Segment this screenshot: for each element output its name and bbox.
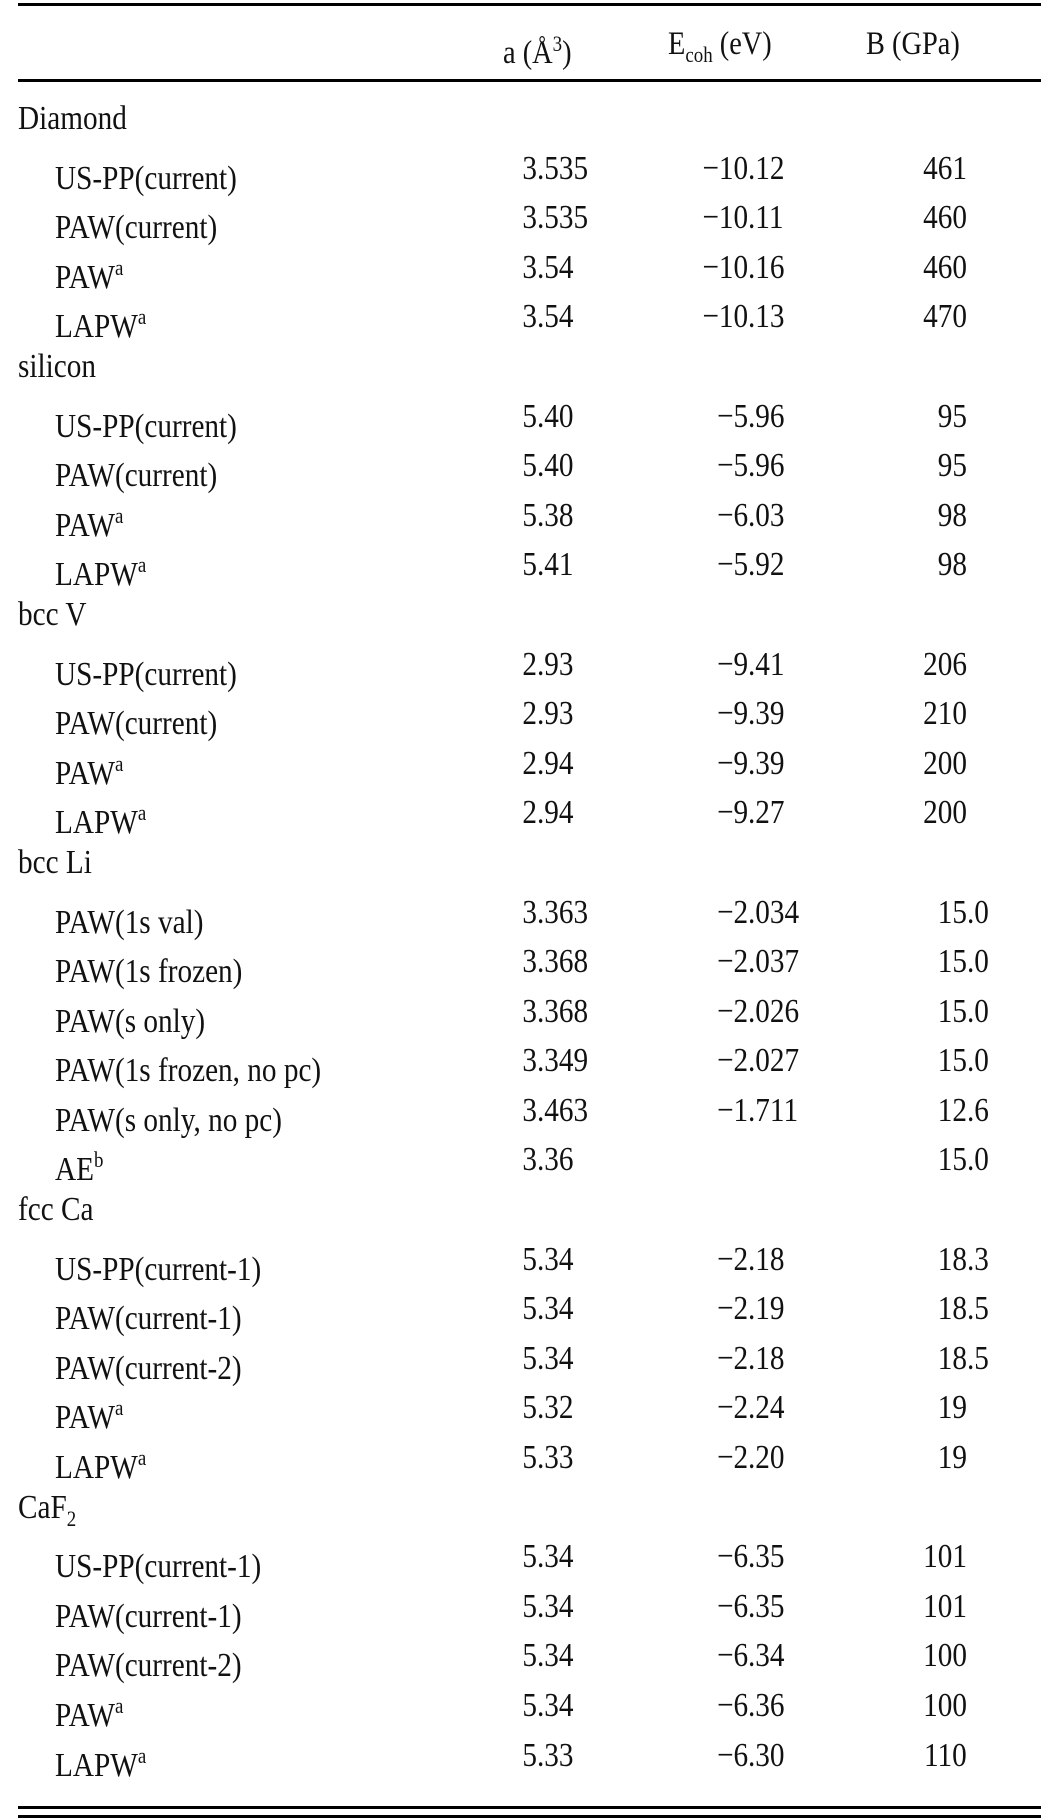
cell-cohesive-energy-int: −9 xyxy=(716,794,748,832)
cell-lattice-constant-int: 5 xyxy=(522,1687,537,1724)
method-name: PAW(s only) xyxy=(55,1002,206,1040)
cell-cohesive-energy-int: −10 xyxy=(702,149,748,187)
cell-bulk-modulus-int: 18 xyxy=(937,1290,967,1328)
header-cohesive-energy xyxy=(668,24,772,75)
cell-bulk-modulus-int: 101 xyxy=(923,1538,967,1576)
group-row xyxy=(0,1184,1050,1234)
cell-bulk-modulus-frac: .0 xyxy=(967,943,989,981)
group-name: bcc V xyxy=(18,595,87,633)
cell-cohesive-energy-frac: .12 xyxy=(748,149,785,187)
cell-cohesive-energy-frac: .16 xyxy=(748,248,785,286)
cell-cohesive-energy-int: −9 xyxy=(716,744,748,782)
method-name: PAW xyxy=(55,506,115,544)
table-row xyxy=(0,192,1050,247)
cell-bulk-modulus-int: 19 xyxy=(937,1389,967,1427)
table-row xyxy=(0,143,1050,197)
cell-lattice-constant-int: 3 xyxy=(522,149,537,187)
table-row xyxy=(0,986,1050,1040)
cell-lattice-constant-frac: .41 xyxy=(537,546,574,584)
cell-bulk-modulus xyxy=(0,248,1050,288)
cell-bulk-modulus xyxy=(0,1140,1050,1180)
cell-lattice-constant-frac: .34 xyxy=(537,1587,574,1625)
cell-cohesive-energy-int: −10 xyxy=(702,248,748,286)
cell-lattice-constant-frac: .32 xyxy=(537,1389,574,1427)
header-e-tail: (eV) xyxy=(712,26,772,62)
top-rule xyxy=(18,3,1041,6)
table-row xyxy=(0,242,1050,296)
cell-bulk-modulus xyxy=(0,1636,1050,1676)
cell-bulk-modulus xyxy=(0,645,1050,685)
cell-lattice-constant-frac: .54 xyxy=(537,248,574,286)
cell-lattice-constant-int: 5 xyxy=(522,397,537,435)
cell-cohesive-energy-int: −2 xyxy=(716,992,748,1030)
cell-bulk-modulus-frac: .0 xyxy=(967,893,989,931)
table-row xyxy=(0,887,1050,941)
cell-cohesive-energy-frac: .24 xyxy=(748,1389,785,1427)
cell-bulk-modulus-int: 200 xyxy=(923,794,967,832)
cell-bulk-modulus xyxy=(0,496,1050,536)
table-row xyxy=(0,1581,1050,1635)
cell-bulk-modulus-int: 15 xyxy=(937,893,967,931)
cell-lattice-constant-frac: .363 xyxy=(537,893,589,931)
cell-bulk-modulus-int: 15 xyxy=(937,943,967,981)
group-name: bcc Li xyxy=(18,843,92,881)
method-name: PAW(s only, no pc) xyxy=(55,1101,282,1139)
cell-cohesive-energy-frac: .20 xyxy=(748,1439,785,1477)
table-row xyxy=(0,440,1050,495)
footnote-marker: a xyxy=(137,1742,147,1768)
cell-bulk-modulus-int: 210 xyxy=(923,695,967,733)
cell-cohesive-energy-int: −6 xyxy=(716,496,748,534)
cell-cohesive-energy-int: −6 xyxy=(716,1587,748,1625)
cell-bulk-modulus-frac: .6 xyxy=(967,1091,989,1129)
cell-lattice-constant-int: 2 xyxy=(522,645,537,683)
cell-bulk-modulus-int: 460 xyxy=(923,199,967,237)
cell-bulk-modulus xyxy=(0,793,1050,833)
cell-bulk-modulus xyxy=(0,545,1050,585)
cell-bulk-modulus xyxy=(0,942,1050,982)
footnote-marker: b xyxy=(93,1147,104,1173)
table-row xyxy=(0,1630,1050,1685)
cell-bulk-modulus-int: 95 xyxy=(937,397,967,435)
cell-cohesive-energy-frac: .027 xyxy=(748,1042,800,1080)
cell-lattice-constant-int: 5 xyxy=(522,447,537,485)
cell-cohesive-energy-frac: .026 xyxy=(748,992,800,1030)
table-row xyxy=(0,391,1050,445)
table-row xyxy=(0,1531,1050,1586)
cell-bulk-modulus-frac: .5 xyxy=(967,1290,989,1328)
cell-lattice-constant-frac: .34 xyxy=(537,1538,574,1576)
cell-cohesive-energy-int: −6 xyxy=(716,1736,748,1774)
method-name: PAW(current) xyxy=(55,705,218,743)
cell-lattice-constant-int: 5 xyxy=(522,1389,537,1427)
cell-cohesive-energy-frac: .35 xyxy=(748,1587,785,1625)
cell-bulk-modulus-int: 461 xyxy=(923,149,967,187)
cell-lattice-constant-frac: .535 xyxy=(537,199,589,237)
table-row xyxy=(0,936,1050,991)
method-name: PAW(1s frozen, no pc) xyxy=(55,1052,322,1090)
cell-lattice-constant-frac: .34 xyxy=(537,1637,574,1675)
method-name: PAW(current-1) xyxy=(55,1597,242,1635)
cell-lattice-constant-int: 5 xyxy=(522,1339,537,1377)
cell-bulk-modulus-int: 200 xyxy=(923,744,967,782)
cell-cohesive-energy-int: −6 xyxy=(716,1687,748,1724)
cell-lattice-constant-frac: .463 xyxy=(537,1091,589,1129)
method-name: PAW xyxy=(55,1697,115,1734)
cell-bulk-modulus xyxy=(0,1289,1050,1329)
group-name: Diamond xyxy=(18,100,127,137)
group-name: silicon xyxy=(18,347,96,385)
table-row xyxy=(0,1234,1050,1288)
cell-cohesive-energy-int: −1 xyxy=(716,1091,748,1129)
cell-lattice-constant-int: 5 xyxy=(522,1538,537,1576)
header-a-text: a (Å xyxy=(503,35,553,71)
cell-cohesive-energy-int: −10 xyxy=(702,199,748,237)
method-name: PAW(current-1) xyxy=(55,1300,242,1338)
table-row xyxy=(0,291,1050,346)
cell-lattice-constant-frac: .33 xyxy=(537,1736,574,1774)
cell-cohesive-energy-int: −9 xyxy=(716,645,748,683)
cell-lattice-constant-frac: .34 xyxy=(537,1290,574,1328)
cell-bulk-modulus-int: 101 xyxy=(923,1587,967,1625)
cell-cohesive-energy-frac: .711 xyxy=(748,1091,799,1129)
table-row xyxy=(0,639,1050,693)
method-name: US-PP(current) xyxy=(55,159,237,197)
cell-bulk-modulus xyxy=(0,694,1050,734)
cell-lattice-constant-frac: .38 xyxy=(537,496,574,534)
cell-cohesive-energy-frac: .36 xyxy=(748,1687,785,1724)
cell-lattice-constant-int: 3 xyxy=(522,893,537,931)
cell-bulk-modulus xyxy=(0,198,1050,238)
header-e-text: E xyxy=(668,26,686,62)
cell-cohesive-energy-int: −2 xyxy=(716,1439,748,1477)
cell-lattice-constant-frac: .535 xyxy=(537,149,589,187)
method-name: LAPW xyxy=(55,556,138,594)
footnote-marker: a xyxy=(114,1395,124,1421)
cell-cohesive-energy-frac: .92 xyxy=(748,546,785,584)
cell-lattice-constant-frac: .34 xyxy=(537,1240,574,1278)
header-e-sub: coh xyxy=(685,42,713,67)
cell-cohesive-energy-frac: .18 xyxy=(748,1339,785,1377)
footnote-marker: a xyxy=(114,254,124,280)
bottom-rule-1 xyxy=(18,1806,1041,1809)
cell-bulk-modulus xyxy=(0,1587,1050,1627)
cell-bulk-modulus-int: 95 xyxy=(937,447,967,485)
cell-cohesive-energy-frac: .30 xyxy=(748,1736,785,1774)
cell-lattice-constant-int: 2 xyxy=(522,695,537,733)
table-row xyxy=(0,1333,1050,1387)
cell-bulk-modulus-frac: .0 xyxy=(967,992,989,1030)
header-a-tail: ) xyxy=(562,35,572,71)
cell-lattice-constant-int: 2 xyxy=(522,744,537,782)
footnote-marker: a xyxy=(114,750,124,776)
group-row xyxy=(0,1482,1050,1532)
cell-cohesive-energy-frac: .27 xyxy=(748,794,785,832)
cell-bulk-modulus xyxy=(0,893,1050,933)
cell-cohesive-energy-frac: .39 xyxy=(748,744,785,782)
method-name: LAPW xyxy=(55,804,138,842)
cell-cohesive-energy-frac: .03 xyxy=(748,496,785,534)
cell-cohesive-energy-frac: .96 xyxy=(748,397,785,435)
cell-cohesive-energy-frac: .35 xyxy=(748,1538,785,1576)
method-name: US-PP(current-1) xyxy=(55,1250,262,1288)
method-name: PAW(current-2) xyxy=(55,1349,242,1387)
method-name: PAW(current-2) xyxy=(55,1647,242,1685)
table-row xyxy=(0,1432,1050,1487)
footnote-marker: a xyxy=(137,304,147,330)
cell-bulk-modulus-int: 470 xyxy=(923,298,967,336)
cell-lattice-constant-frac: .54 xyxy=(537,298,574,336)
cell-cohesive-energy-frac: .13 xyxy=(748,298,785,336)
bottom-rule-2 xyxy=(18,1815,1041,1818)
cell-bulk-modulus-int: 100 xyxy=(923,1687,967,1724)
cell-bulk-modulus-frac: .5 xyxy=(967,1339,989,1377)
cell-lattice-constant-int: 3 xyxy=(522,943,537,981)
table-row xyxy=(0,1035,1050,1090)
cell-lattice-constant-int: 3 xyxy=(522,992,537,1030)
cell-lattice-constant-int: 5 xyxy=(522,1240,537,1278)
cell-bulk-modulus xyxy=(0,1438,1050,1478)
cell-bulk-modulus-int: 100 xyxy=(923,1637,967,1675)
cell-bulk-modulus xyxy=(0,1041,1050,1081)
cell-lattice-constant-int: 5 xyxy=(522,546,537,584)
cell-lattice-constant-int: 3 xyxy=(522,199,537,237)
method-name: US-PP(current) xyxy=(55,655,237,693)
method-name: US-PP(current) xyxy=(55,407,237,445)
cell-bulk-modulus xyxy=(0,744,1050,784)
table-row xyxy=(0,1382,1050,1437)
table-body xyxy=(0,93,1050,1784)
cell-cohesive-energy-int: −5 xyxy=(716,447,748,485)
method-name: LAPW xyxy=(55,308,138,346)
header-rule xyxy=(18,79,1041,82)
cell-cohesive-energy-int: −5 xyxy=(716,397,748,435)
cell-bulk-modulus-int: 206 xyxy=(923,645,967,683)
header-a-sup: 3 xyxy=(552,31,563,56)
method-name: LAPW xyxy=(55,1746,138,1784)
footnote-marker: a xyxy=(137,1445,147,1471)
cell-bulk-modulus-int: 18 xyxy=(937,1240,967,1278)
cell-cohesive-energy-frac: .41 xyxy=(748,645,785,683)
cell-bulk-modulus-frac: .0 xyxy=(967,1042,989,1080)
table-row xyxy=(0,1680,1050,1734)
method-name: PAW(1s frozen) xyxy=(55,953,243,991)
group-name-sub: 2 xyxy=(66,1505,77,1531)
cell-lattice-constant-int: 5 xyxy=(522,1290,537,1328)
cell-bulk-modulus-int: 15 xyxy=(937,1141,967,1179)
cell-cohesive-energy-int: −10 xyxy=(702,298,748,336)
cell-bulk-modulus xyxy=(0,149,1050,189)
cell-lattice-constant-int: 2 xyxy=(522,794,537,832)
cell-lattice-constant-frac: .40 xyxy=(537,397,574,435)
cell-bulk-modulus-int: 19 xyxy=(937,1439,967,1477)
method-name: PAW xyxy=(55,258,115,296)
cell-bulk-modulus xyxy=(0,1339,1050,1379)
cell-cohesive-energy-frac: .034 xyxy=(748,893,800,931)
cell-bulk-modulus-int: 98 xyxy=(937,546,967,584)
method-name: PAW(current) xyxy=(55,457,218,495)
cell-cohesive-energy-int: −9 xyxy=(716,695,748,733)
cell-bulk-modulus xyxy=(0,1240,1050,1280)
table-row xyxy=(0,1730,1050,1784)
cell-bulk-modulus-int: 110 xyxy=(924,1736,967,1774)
group-row xyxy=(0,93,1050,143)
cell-bulk-modulus-int: 460 xyxy=(923,248,967,286)
method-name: PAW xyxy=(55,1399,115,1437)
group-name: fcc Ca xyxy=(18,1191,94,1229)
cell-lattice-constant-frac: .368 xyxy=(537,943,589,981)
cell-lattice-constant-int: 3 xyxy=(522,1141,537,1179)
cell-lattice-constant-frac: .94 xyxy=(537,794,574,832)
cell-cohesive-energy-frac: .19 xyxy=(748,1290,785,1328)
cell-bulk-modulus-frac: .3 xyxy=(967,1240,989,1278)
cell-bulk-modulus xyxy=(0,446,1050,486)
cell-lattice-constant-frac: .36 xyxy=(537,1141,574,1179)
method-name: PAW(current) xyxy=(55,209,218,247)
table-row xyxy=(0,787,1050,842)
method-name: PAW xyxy=(55,754,115,792)
cell-bulk-modulus-int: 15 xyxy=(937,992,967,1030)
method-name: PAW(1s val) xyxy=(55,903,204,941)
cell-cohesive-energy-frac: .11 xyxy=(748,199,784,237)
cell-lattice-constant-frac: .368 xyxy=(537,992,589,1030)
cell-cohesive-energy-int: −2 xyxy=(716,1339,748,1377)
cell-cohesive-energy-int: −2 xyxy=(716,1240,748,1278)
cell-lattice-constant-frac: .94 xyxy=(537,744,574,782)
cell-lattice-constant-int: 3 xyxy=(522,248,537,286)
cell-bulk-modulus xyxy=(0,992,1050,1032)
cell-lattice-constant-int: 5 xyxy=(522,1439,537,1477)
group-row xyxy=(0,341,1050,391)
group-name: CaF xyxy=(18,1488,67,1526)
table-row xyxy=(0,539,1050,594)
cell-bulk-modulus-int: 18 xyxy=(937,1339,967,1377)
cell-bulk-modulus xyxy=(0,1736,1050,1776)
cell-lattice-constant-int: 5 xyxy=(522,1637,537,1675)
footnote-marker: a xyxy=(137,552,147,578)
cell-bulk-modulus xyxy=(0,297,1050,337)
cell-lattice-constant-frac: .34 xyxy=(537,1687,574,1724)
cell-cohesive-energy-int: −6 xyxy=(716,1538,748,1576)
cell-bulk-modulus xyxy=(0,1091,1050,1131)
table-row xyxy=(0,1134,1050,1189)
group-row xyxy=(0,837,1050,887)
cell-cohesive-energy-int: −2 xyxy=(716,1290,748,1328)
cell-lattice-constant-int: 5 xyxy=(522,1587,537,1625)
method-name: US-PP(current-1) xyxy=(55,1548,262,1586)
cell-lattice-constant-int: 3 xyxy=(522,1091,537,1129)
table-row xyxy=(0,1283,1050,1338)
cell-cohesive-energy-int: −2 xyxy=(716,893,748,931)
group-row xyxy=(0,589,1050,639)
cell-bulk-modulus-int: 15 xyxy=(937,1042,967,1080)
table-row xyxy=(0,490,1050,544)
cell-lattice-constant-frac: .349 xyxy=(537,1042,589,1080)
cell-bulk-modulus-frac: .0 xyxy=(967,1141,989,1179)
cell-lattice-constant-frac: .93 xyxy=(537,645,574,683)
cell-lattice-constant-frac: .33 xyxy=(537,1439,574,1477)
cell-bulk-modulus xyxy=(0,397,1050,437)
footnote-marker: a xyxy=(114,502,124,528)
cell-cohesive-energy-int: −2 xyxy=(716,1389,748,1427)
cell-cohesive-energy-frac: .037 xyxy=(748,943,800,981)
cell-cohesive-energy-frac: .18 xyxy=(748,1240,785,1278)
cell-cohesive-energy-int: −2 xyxy=(716,943,748,981)
cell-bulk-modulus xyxy=(0,1388,1050,1428)
header-lattice-constant xyxy=(503,24,572,73)
cell-bulk-modulus-int: 98 xyxy=(937,496,967,534)
cell-lattice-constant-int: 5 xyxy=(522,1736,537,1774)
cell-bulk-modulus-int: 12 xyxy=(937,1091,967,1129)
cell-cohesive-energy-frac: .34 xyxy=(748,1637,785,1675)
cell-lattice-constant-frac: .40 xyxy=(537,447,574,485)
cell-lattice-constant-int: 5 xyxy=(522,496,537,534)
footnote-marker: a xyxy=(137,800,147,826)
header-bulk-modulus xyxy=(866,24,960,64)
cell-cohesive-energy-frac: .39 xyxy=(748,695,785,733)
cell-lattice-constant-frac: .93 xyxy=(537,695,574,733)
cell-lattice-constant-frac: .34 xyxy=(537,1339,574,1377)
cell-bulk-modulus xyxy=(0,1537,1050,1577)
header-b-text: B (GPa) xyxy=(866,26,960,62)
table-row xyxy=(0,1085,1050,1139)
cell-cohesive-energy-frac: .96 xyxy=(748,447,785,485)
cell-bulk-modulus xyxy=(0,1686,1050,1726)
cell-cohesive-energy-int: −6 xyxy=(716,1637,748,1675)
table-row xyxy=(0,688,1050,743)
table-row xyxy=(0,738,1050,792)
method-name: LAPW xyxy=(55,1449,138,1487)
method-name: AE xyxy=(55,1151,94,1189)
cell-cohesive-energy-int: −2 xyxy=(716,1042,748,1080)
footnote-marker: a xyxy=(114,1693,124,1718)
cell-lattice-constant-int: 3 xyxy=(522,298,537,336)
cell-cohesive-energy-int: −5 xyxy=(716,546,748,584)
cell-lattice-constant-int: 3 xyxy=(522,1042,537,1080)
